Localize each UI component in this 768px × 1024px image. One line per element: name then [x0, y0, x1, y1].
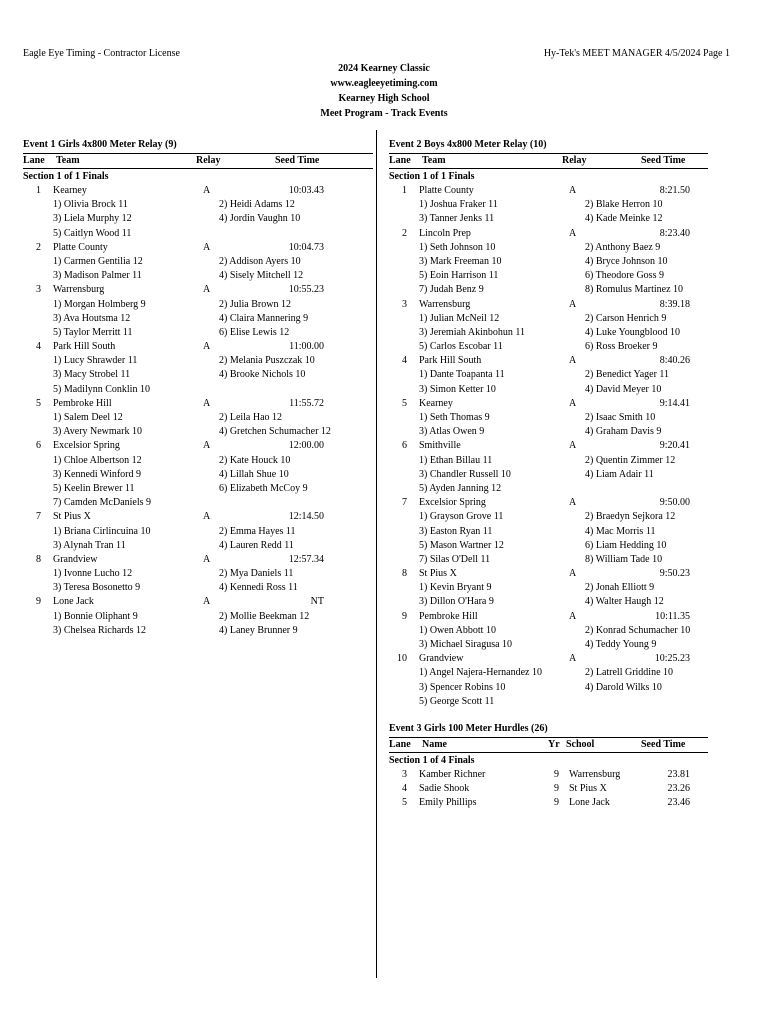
runner-name: 5) George Scott 11 — [419, 695, 495, 707]
runner-row — [389, 553, 708, 567]
lane-number: 5 — [402, 397, 407, 409]
team-name: Grandview — [53, 553, 98, 565]
runner-name: 2) Latrell Griddine 10 — [585, 667, 674, 679]
school-name: St Pius X — [569, 783, 607, 795]
team-name: Kearney — [419, 397, 453, 409]
lane-number: 3 — [402, 298, 407, 310]
seed-time: 23.26 — [667, 783, 690, 795]
runner-row — [23, 198, 373, 212]
team-name: Kearney — [53, 185, 87, 196]
team-row — [23, 184, 373, 198]
header-name: Name — [422, 738, 447, 750]
runner-name: 3) Easton Ryan 11 — [419, 525, 493, 537]
runner-name: 2) Mollie Beekman 12 — [219, 610, 310, 622]
runner-name: 4) Lillah Shue 10 — [219, 468, 289, 480]
runner-name: 6) Liam Hedding 10 — [585, 539, 667, 551]
runner-name: 1) Carmen Gentilia 12 — [53, 255, 143, 267]
runner-name: 1) Owen Abbott 10 — [419, 624, 496, 636]
right-column — [389, 137, 708, 811]
runner-row — [23, 539, 373, 553]
runner-row — [23, 581, 373, 595]
runner-row — [389, 454, 708, 468]
runner-name: 1) Chloe Albertson 12 — [53, 454, 142, 466]
lane-number: 1 — [402, 185, 407, 196]
relay-letter: A — [569, 610, 577, 622]
athlete-name: Kamber Richner — [419, 768, 486, 780]
team-name: Excelsior Spring — [419, 497, 486, 509]
runner-name: 3) Teresa Bosonetto 9 — [53, 582, 141, 594]
runner-name: 4) Bryce Johnson 10 — [585, 255, 668, 267]
athlete-row — [389, 782, 708, 796]
runner-row — [389, 482, 708, 496]
runner-name: 4) David Meyer 10 — [585, 383, 662, 395]
left-column — [23, 137, 373, 638]
relay-letter: A — [569, 397, 577, 409]
lane-number: 7 — [36, 511, 41, 523]
runner-row — [23, 624, 373, 638]
lane-number: 5 — [402, 797, 407, 809]
runner-name: 3) Atlas Owen 9 — [419, 426, 485, 438]
lane-number: 6 — [402, 440, 407, 452]
runner-name: 1) Bonnie Oliphant 9 — [53, 610, 138, 622]
runner-name: 5) Ayden Janning 12 — [419, 482, 502, 494]
runner-row — [389, 638, 708, 652]
runner-name: 2) Blake Herron 10 — [585, 199, 663, 211]
runner-name: 2) Braedyn Sejkora 12 — [585, 511, 676, 523]
runner-name: 3) Chelsea Richards 12 — [53, 624, 147, 636]
runner-name: 3) Alynah Tran 11 — [53, 539, 126, 551]
runner-row — [23, 354, 373, 368]
runner-name: 4) Luke Youngblood 10 — [585, 326, 681, 338]
team-name: Park Hill South — [53, 341, 116, 353]
team-name: Grandview — [419, 653, 464, 665]
runner-row — [389, 241, 708, 255]
athlete-name: Sadie Shook — [419, 783, 470, 795]
team-row — [389, 610, 708, 624]
section-title: Section 1 of 1 Finals — [389, 171, 475, 182]
runner-row — [23, 312, 373, 326]
lane-number: 9 — [402, 610, 407, 622]
team-name: Platte County — [53, 241, 108, 253]
header-team: Team — [56, 155, 80, 166]
team-row — [23, 439, 373, 453]
runner-name: 2) Leila Hao 12 — [219, 412, 283, 423]
runner-name: 5) Eoin Harrison 11 — [419, 270, 499, 282]
lane-number: 3 — [36, 284, 41, 296]
relay-letter: A — [569, 298, 577, 310]
relay-letter: A — [203, 241, 211, 253]
runner-name: 4) Brooke Nichols 10 — [219, 369, 306, 381]
runner-row — [23, 269, 373, 283]
runner-name: 1) Morgan Holmberg 9 — [53, 298, 146, 310]
runner-name: 1) Angel Najera-Hernandez 10 — [419, 667, 542, 679]
runner-name: 4) Kade Meinke 12 — [585, 213, 663, 225]
runner-row — [389, 411, 708, 425]
lane-number: 2 — [36, 241, 41, 253]
lane-number: 4 — [402, 783, 407, 795]
runner-row — [389, 326, 708, 340]
runner-name: 3) Chandler Russell 10 — [419, 468, 511, 480]
runner-name: 7) Silas O'Dell 11 — [419, 553, 491, 565]
runner-row — [389, 468, 708, 482]
relay-letter: A — [569, 227, 577, 239]
seed-time: NT — [310, 596, 324, 608]
runner-name: 1) Salem Deel 12 — [53, 412, 123, 423]
runner-name: 4) Gretchen Schumacher 12 — [219, 426, 331, 438]
relay-letter: A — [569, 185, 577, 196]
runner-row — [23, 368, 373, 382]
relay-letter: A — [569, 440, 577, 452]
seed-time: 9:20.41 — [659, 440, 690, 452]
runner-name: 3) Tanner Jenks 11 — [419, 213, 495, 225]
runner-name: 3) Macy Strobel 11 — [53, 369, 131, 381]
relay-letter: A — [569, 497, 577, 509]
runner-name: 1) Seth Johnson 10 — [419, 241, 496, 253]
runner-name: 6) Elise Lewis 12 — [219, 326, 290, 338]
column-header-row — [23, 153, 373, 169]
team-row — [389, 184, 708, 198]
runner-name: 2) Benedict Yager 11 — [585, 369, 670, 381]
runner-row — [389, 425, 708, 439]
runner-name: 5) Madilynn Conklin 10 — [53, 383, 150, 395]
runner-name: 5) Taylor Merritt 11 — [53, 326, 133, 338]
athlete-row — [389, 768, 708, 782]
athlete-year: 9 — [554, 783, 559, 795]
athlete-year: 9 — [554, 768, 559, 780]
runner-row — [23, 383, 373, 397]
runner-name: 4) Kennedi Ross 11 — [219, 582, 298, 594]
runner-name: 6) Ross Broeker 9 — [585, 341, 658, 353]
team-row — [389, 496, 708, 510]
team-row — [389, 567, 708, 581]
seed-time: 10:03.43 — [288, 185, 324, 196]
runner-name: 2) Anthony Baez 9 — [585, 241, 661, 253]
team-row — [23, 553, 373, 567]
runner-row — [23, 468, 373, 482]
team-row — [23, 283, 373, 297]
runner-name: 1) Grayson Grove 11 — [419, 511, 504, 523]
runner-name: 3) Ava Houtsma 12 — [53, 312, 131, 324]
team-name: Platte County — [419, 185, 474, 196]
header-lane: Lane — [389, 155, 411, 166]
runner-name: 3) Dillon O'Hara 9 — [419, 596, 494, 608]
runner-name: 4) Laney Brunner 9 — [219, 624, 298, 636]
team-name: Smithville — [419, 440, 461, 452]
seed-time: 11:00.00 — [289, 341, 324, 353]
software-page-info: Hy-Tek's MEET MANAGER 4/5/2024 Page 1 — [543, 48, 730, 59]
program-title: Meet Program - Track Events — [320, 108, 448, 119]
seed-time: 10:04.73 — [288, 241, 324, 253]
event-spacer — [389, 709, 708, 721]
team-name: Warrensburg — [53, 284, 105, 296]
meet-website: www.eagleeyetiming.com — [330, 78, 438, 89]
team-row — [23, 595, 373, 609]
header-lane: Lane — [23, 155, 45, 166]
runner-name: 8) Romulus Martinez 10 — [585, 284, 684, 296]
lane-number: 5 — [36, 397, 41, 409]
meet-title-block — [0, 61, 768, 121]
runner-name: 5) Keelin Brewer 11 — [53, 482, 135, 494]
seed-time: 10:25.23 — [654, 653, 690, 665]
runner-row — [389, 595, 708, 609]
runner-row — [389, 368, 708, 382]
athlete-year: 9 — [554, 797, 559, 809]
relay-letter: A — [203, 511, 211, 523]
seed-time: 9:14.41 — [659, 397, 690, 409]
header-seed-time: Seed Time — [641, 738, 686, 750]
runner-row — [389, 198, 708, 212]
team-name: Pembroke Hill — [419, 610, 478, 622]
lane-number: 1 — [36, 185, 41, 196]
meet-name: 2024 Kearney Classic — [338, 63, 430, 74]
team-row — [389, 652, 708, 666]
runner-name: 1) Dante Toapanta 11 — [419, 369, 505, 381]
runner-name: 1) Joshua Fraker 11 — [419, 199, 498, 211]
runner-row — [389, 312, 708, 326]
team-name: Excelsior Spring — [53, 440, 120, 452]
runner-row — [23, 525, 373, 539]
team-name: Park Hill South — [419, 355, 482, 367]
team-row — [389, 354, 708, 368]
event-title: Event 1 Girls 4x800 Meter Relay (9) — [23, 139, 177, 150]
lane-number: 4 — [36, 341, 41, 353]
runner-name: 5) Carlos Escobar 11 — [419, 341, 503, 353]
header-school: School — [566, 738, 595, 750]
team-row — [389, 227, 708, 241]
relay-letter: A — [569, 653, 577, 665]
runner-row — [389, 510, 708, 524]
seed-time: 8:21.50 — [659, 185, 690, 196]
runner-row — [389, 681, 708, 695]
lane-number: 4 — [402, 355, 407, 367]
runner-name: 4) Liam Adair 11 — [585, 468, 654, 480]
column-header-row — [389, 153, 708, 169]
lane-number: 7 — [402, 497, 407, 509]
runner-row — [389, 340, 708, 354]
license-text: Eagle Eye Timing - Contractor License — [23, 48, 180, 59]
relay-letter: A — [569, 568, 577, 580]
runner-row — [389, 539, 708, 553]
runner-row — [389, 525, 708, 539]
section-title: Section 1 of 1 Finals — [23, 171, 109, 182]
runner-name: 2) Addison Ayers 10 — [219, 255, 301, 267]
runner-name: 1) Olivia Brock 11 — [53, 199, 128, 211]
relay-letter: A — [569, 355, 577, 367]
relay-letter: A — [203, 440, 211, 452]
seed-time: 10:55.23 — [288, 284, 324, 296]
lane-number: 8 — [36, 553, 41, 565]
runner-name: 1) Seth Thomas 9 — [419, 412, 490, 423]
page-header — [23, 47, 730, 61]
runner-row — [389, 695, 708, 709]
event-title: Event 2 Boys 4x800 Meter Relay (10) — [389, 139, 547, 150]
runner-name: 5) Mason Wartner 12 — [419, 539, 504, 551]
runner-name: 4) Teddy Young 9 — [585, 639, 657, 650]
runner-name: 1) Briana Cirlincuina 10 — [53, 525, 151, 537]
runner-row — [389, 255, 708, 269]
relay-letter: A — [203, 284, 211, 296]
runner-name: 2) Emma Hayes 11 — [219, 525, 296, 537]
runner-row — [389, 666, 708, 680]
runner-row — [23, 212, 373, 226]
runner-row — [389, 283, 708, 297]
runner-name: 2) Mya Daniels 11 — [219, 568, 294, 580]
runner-row — [23, 567, 373, 581]
header-lane: Lane — [389, 738, 411, 750]
runner-name: 7) Judah Benz 9 — [419, 284, 484, 296]
runner-name: 3) Kennedi Winford 9 — [53, 468, 142, 480]
relay-letter: A — [203, 553, 211, 565]
team-name: St Pius X — [53, 511, 91, 523]
team-row — [389, 397, 708, 411]
athlete-row — [389, 796, 708, 810]
runner-name: 4) Sisely Mitchell 12 — [219, 270, 304, 282]
relay-letter: A — [203, 397, 211, 409]
runner-name: 1) Julian McNeil 12 — [419, 312, 500, 324]
athlete-name: Emily Phillips — [419, 797, 477, 809]
runner-name: 4) Mac Morris 11 — [585, 525, 656, 537]
runner-row — [23, 482, 373, 496]
runner-row — [389, 383, 708, 397]
runner-name: 4) Darold Wilks 10 — [585, 681, 662, 693]
team-row — [389, 298, 708, 312]
runner-name: 5) Caitlyn Wood 11 — [53, 227, 132, 239]
runner-row — [23, 326, 373, 340]
runner-name: 6) Theodore Goss 9 — [585, 270, 664, 282]
runner-row — [23, 610, 373, 624]
runner-name: 1) Kevin Bryant 9 — [419, 582, 492, 594]
seed-time: 23.81 — [667, 768, 690, 780]
seed-time: 8:23.40 — [659, 227, 690, 239]
relay-letter: A — [203, 341, 211, 353]
runner-row — [23, 425, 373, 439]
runner-name: 4) Lauren Redd 11 — [219, 539, 294, 551]
header-relay: Relay — [196, 155, 221, 166]
runner-name: 4) Graham Davis 9 — [585, 426, 662, 438]
seed-time: 12:57.34 — [288, 553, 324, 565]
team-row — [23, 340, 373, 354]
runner-name: 7) Camden McDaniels 9 — [53, 497, 152, 509]
seed-time: 8:39.18 — [659, 298, 690, 310]
runner-row — [389, 581, 708, 595]
header-year: Yr — [548, 738, 560, 750]
lane-number: 9 — [36, 596, 41, 608]
column-divider — [376, 130, 377, 978]
runner-name: 1) Ethan Billau 11 — [419, 454, 493, 466]
runner-row — [389, 624, 708, 638]
lane-number: 2 — [402, 227, 407, 239]
header-seed-time: Seed Time — [275, 155, 320, 166]
runner-row — [23, 227, 373, 241]
runner-name: 6) Elizabeth McCoy 9 — [219, 482, 308, 494]
runner-row — [23, 454, 373, 468]
header-relay: Relay — [562, 155, 587, 166]
runner-row — [389, 212, 708, 226]
column-header-row — [389, 737, 708, 753]
runner-name: 3) Spencer Robins 10 — [419, 681, 506, 693]
team-row — [23, 510, 373, 524]
runner-name: 2) Heidi Adams 12 — [219, 199, 295, 211]
seed-time: 11:55.72 — [289, 397, 324, 409]
section-title: Section 1 of 4 Finals — [389, 754, 475, 766]
runner-name: 8) William Tade 10 — [585, 553, 663, 565]
team-name: Warrensburg — [419, 298, 471, 310]
runner-name: 2) Isaac Smith 10 — [585, 412, 656, 423]
runner-row — [23, 298, 373, 312]
runner-name: 2) Julia Brown 12 — [219, 298, 291, 310]
runner-name: 3) Avery Newmark 10 — [53, 426, 142, 438]
runner-name: 4) Walter Haugh 12 — [585, 596, 664, 608]
team-name: Pembroke Hill — [53, 397, 112, 409]
runner-name: 3) Madison Palmer 11 — [53, 270, 142, 282]
header-seed-time: Seed Time — [641, 155, 686, 166]
runner-row — [389, 269, 708, 283]
meet-venue: Kearney High School — [338, 93, 430, 104]
runner-name: 4) Jordin Vaughn 10 — [219, 213, 301, 225]
runner-name: 2) Carson Henrich 9 — [585, 312, 667, 324]
runner-name: 3) Mark Freeman 10 — [419, 255, 502, 267]
runner-name: 3) Simon Ketter 10 — [419, 383, 496, 395]
runner-name: 1) Lucy Shrawder 11 — [53, 355, 138, 367]
team-name: Lone Jack — [53, 596, 94, 608]
header-team: Team — [422, 155, 446, 166]
runner-name: 2) Quentin Zimmer 12 — [585, 454, 676, 466]
seed-time: 12:14.50 — [288, 511, 324, 523]
runner-name: 4) Claira Mannering 9 — [219, 312, 309, 324]
runner-name: 1) Ivonne Lucho 12 — [53, 568, 133, 580]
relay-letter: A — [203, 596, 211, 608]
school-name: Lone Jack — [569, 797, 610, 809]
team-row — [23, 397, 373, 411]
team-name: Lincoln Prep — [419, 227, 471, 239]
seed-time: 12:00.00 — [288, 440, 324, 452]
seed-time: 23.46 — [667, 797, 690, 809]
lane-number: 6 — [36, 440, 41, 452]
seed-time: 9:50.23 — [659, 568, 690, 580]
team-name: St Pius X — [419, 568, 457, 580]
school-name: Warrensburg — [569, 768, 621, 780]
runner-row — [23, 411, 373, 425]
runner-name: 2) Melania Puszczak 10 — [219, 355, 315, 367]
runner-name: 2) Jonah Elliott 9 — [585, 582, 655, 594]
seed-time: 10:11.35 — [655, 610, 690, 622]
runner-name: 3) Michael Siragusa 10 — [419, 639, 513, 650]
lane-number: 10 — [397, 653, 407, 665]
runner-name: 3) Liela Murphy 12 — [53, 213, 132, 225]
runner-row — [23, 496, 373, 510]
event-title: Event 3 Girls 100 Meter Hurdles (26) — [389, 722, 548, 734]
lane-number: 3 — [402, 768, 407, 780]
team-row — [389, 439, 708, 453]
lane-number: 8 — [402, 568, 407, 580]
runner-row — [23, 255, 373, 269]
seed-time: 8:40.26 — [659, 355, 690, 367]
seed-time: 9:50.00 — [659, 497, 690, 509]
runner-name: 2) Kate Houck 10 — [219, 454, 291, 466]
team-row — [23, 241, 373, 255]
runner-name: 3) Jeremiah Akinbohun 11 — [419, 326, 526, 338]
runner-name: 2) Konrad Schumacher 10 — [585, 624, 691, 636]
relay-letter: A — [203, 185, 211, 196]
